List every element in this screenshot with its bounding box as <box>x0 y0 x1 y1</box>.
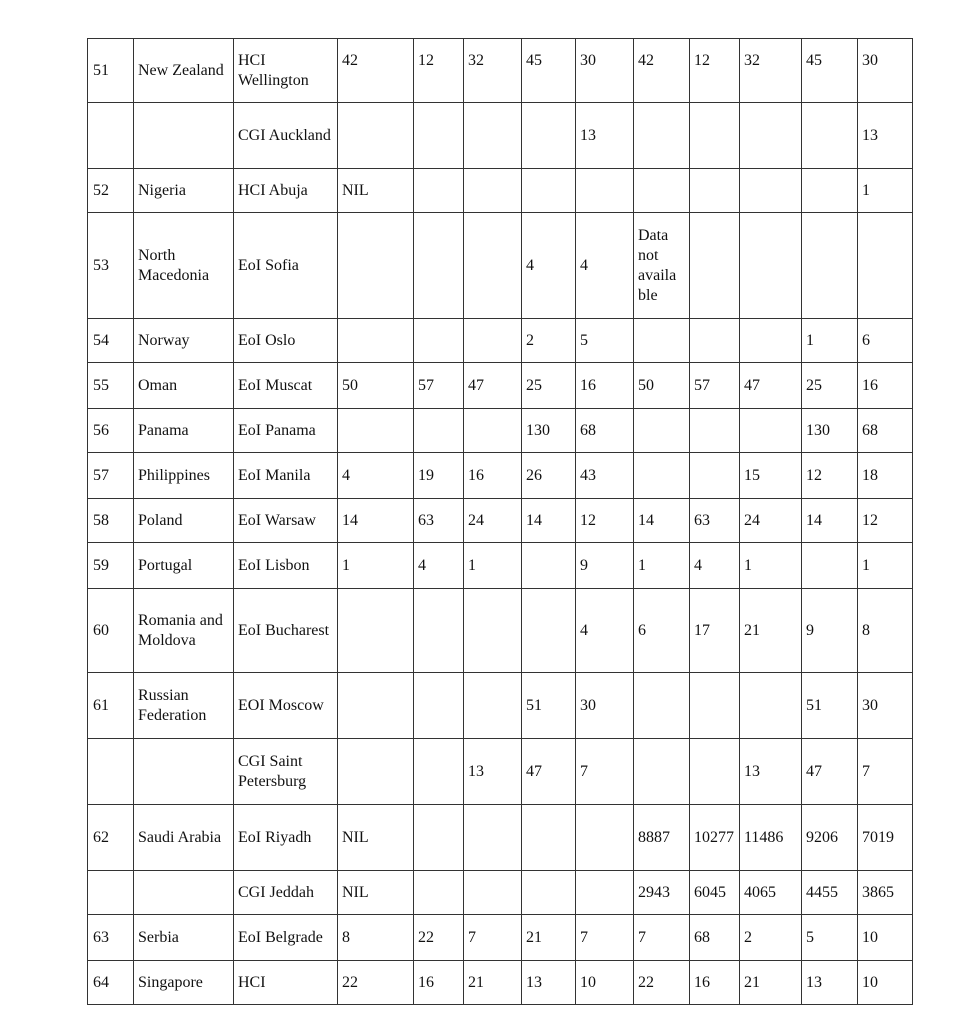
serial-number-cell: 63 <box>88 915 134 961</box>
value-cell: 22 <box>338 961 414 1005</box>
country-cell: North Macedonia <box>134 213 234 319</box>
value-cell <box>464 673 522 739</box>
serial-number-cell: 59 <box>88 543 134 589</box>
table-row <box>88 961 913 1005</box>
value-cell <box>522 871 576 915</box>
table-row <box>88 739 913 805</box>
value-cell: 30 <box>576 39 634 103</box>
value-cell <box>522 805 576 871</box>
value-cell: 21 <box>464 961 522 1005</box>
value-cell <box>690 453 740 499</box>
value-cell: 21 <box>740 589 802 673</box>
value-cell: 8887 <box>634 805 690 871</box>
value-cell <box>634 409 690 453</box>
value-cell: 7 <box>576 739 634 805</box>
country-cell <box>134 739 234 805</box>
value-cell <box>690 103 740 169</box>
mission-cell: EoI Belgrade <box>234 915 338 961</box>
value-cell <box>338 319 414 363</box>
serial-number-cell: 55 <box>88 363 134 409</box>
value-cell <box>414 673 464 739</box>
value-cell <box>414 589 464 673</box>
value-cell: 63 <box>690 499 740 543</box>
value-cell: 45 <box>802 39 858 103</box>
value-cell: 16 <box>464 453 522 499</box>
value-cell <box>414 103 464 169</box>
value-cell <box>522 169 576 213</box>
value-cell <box>576 871 634 915</box>
mission-cell: CGI Auckland <box>234 103 338 169</box>
value-cell: 13 <box>858 103 913 169</box>
value-cell <box>740 169 802 213</box>
value-cell: 30 <box>858 673 913 739</box>
value-cell <box>690 213 740 319</box>
value-cell: 16 <box>576 363 634 409</box>
value-cell: 30 <box>576 673 634 739</box>
value-cell: 1 <box>858 543 913 589</box>
value-cell <box>414 319 464 363</box>
value-cell: 4 <box>576 213 634 319</box>
serial-number-cell: 54 <box>88 319 134 363</box>
value-cell: 8 <box>338 915 414 961</box>
country-cell: Poland <box>134 499 234 543</box>
value-cell: 47 <box>522 739 576 805</box>
value-cell: 2943 <box>634 871 690 915</box>
value-cell: 13 <box>740 739 802 805</box>
mission-cell: EOI Moscow <box>234 673 338 739</box>
value-cell: 13 <box>464 739 522 805</box>
value-cell <box>522 103 576 169</box>
value-cell: 14 <box>802 499 858 543</box>
value-cell <box>414 871 464 915</box>
value-cell <box>464 589 522 673</box>
country-cell: New Zealand <box>134 39 234 103</box>
data-table <box>87 38 913 1005</box>
value-cell: 8 <box>858 589 913 673</box>
value-cell: 63 <box>414 499 464 543</box>
serial-number-cell: 52 <box>88 169 134 213</box>
mission-cell: HCI Abuja <box>234 169 338 213</box>
value-cell: 4 <box>414 543 464 589</box>
value-cell: 3865 <box>858 871 913 915</box>
mission-cell: CGI Jeddah <box>234 871 338 915</box>
country-cell: Serbia <box>134 915 234 961</box>
value-cell: 1 <box>634 543 690 589</box>
value-cell: 10277 <box>690 805 740 871</box>
value-cell: 9206 <box>802 805 858 871</box>
value-cell <box>464 805 522 871</box>
value-cell: 130 <box>802 409 858 453</box>
value-cell <box>690 739 740 805</box>
value-cell <box>740 319 802 363</box>
value-cell: NIL <box>338 871 414 915</box>
value-cell <box>802 213 858 319</box>
value-cell: 4 <box>690 543 740 589</box>
value-cell: 13 <box>802 961 858 1005</box>
value-cell <box>338 589 414 673</box>
value-cell: 130 <box>522 409 576 453</box>
value-cell: 10 <box>858 915 913 961</box>
value-cell: 21 <box>740 961 802 1005</box>
value-cell: 1 <box>858 169 913 213</box>
mission-cell: EoI Riyadh <box>234 805 338 871</box>
mission-cell: EoI Manila <box>234 453 338 499</box>
value-cell: 22 <box>414 915 464 961</box>
value-cell <box>464 871 522 915</box>
value-cell: 24 <box>464 499 522 543</box>
value-cell <box>740 409 802 453</box>
value-cell: 25 <box>522 363 576 409</box>
value-cell: 42 <box>338 39 414 103</box>
value-cell: 9 <box>576 543 634 589</box>
serial-number-cell: 61 <box>88 673 134 739</box>
value-cell: 30 <box>858 39 913 103</box>
value-cell: 4455 <box>802 871 858 915</box>
table-row <box>88 589 913 673</box>
value-cell <box>740 213 802 319</box>
value-cell: NIL <box>338 169 414 213</box>
value-cell: 47 <box>802 739 858 805</box>
value-cell: 19 <box>414 453 464 499</box>
country-cell: Saudi Arabia <box>134 805 234 871</box>
value-cell <box>634 169 690 213</box>
table-row <box>88 915 913 961</box>
value-cell: 21 <box>522 915 576 961</box>
value-cell: NIL <box>338 805 414 871</box>
value-cell: 5 <box>802 915 858 961</box>
value-cell <box>690 673 740 739</box>
value-cell: 6 <box>858 319 913 363</box>
value-cell <box>802 103 858 169</box>
table-row <box>88 805 913 871</box>
country-cell <box>134 103 234 169</box>
value-cell: 51 <box>802 673 858 739</box>
value-cell <box>464 103 522 169</box>
country-cell: Panama <box>134 409 234 453</box>
serial-number-cell: 56 <box>88 409 134 453</box>
serial-number-cell: 53 <box>88 213 134 319</box>
value-cell: 1 <box>802 319 858 363</box>
value-cell <box>338 673 414 739</box>
value-cell: 25 <box>802 363 858 409</box>
value-cell: 7 <box>634 915 690 961</box>
serial-number-cell <box>88 739 134 805</box>
country-cell: Romania and Moldova <box>134 589 234 673</box>
mission-cell: EoI Oslo <box>234 319 338 363</box>
value-cell <box>690 409 740 453</box>
value-cell <box>464 169 522 213</box>
table-row <box>88 499 913 543</box>
value-cell: 5 <box>576 319 634 363</box>
value-cell: 22 <box>634 961 690 1005</box>
table-row <box>88 543 913 589</box>
value-cell: 12 <box>802 453 858 499</box>
value-cell <box>464 319 522 363</box>
value-cell: 10 <box>858 961 913 1005</box>
value-cell: 12 <box>414 39 464 103</box>
value-cell: 57 <box>690 363 740 409</box>
value-cell <box>338 213 414 319</box>
table-row <box>88 103 913 169</box>
value-cell <box>522 543 576 589</box>
value-cell <box>522 589 576 673</box>
value-cell: 17 <box>690 589 740 673</box>
value-cell: 7 <box>858 739 913 805</box>
serial-number-cell: 64 <box>88 961 134 1005</box>
value-cell <box>802 169 858 213</box>
value-cell <box>634 453 690 499</box>
value-cell: 57 <box>414 363 464 409</box>
value-cell <box>414 805 464 871</box>
value-cell: 10 <box>576 961 634 1005</box>
value-cell: 4 <box>338 453 414 499</box>
value-cell <box>464 213 522 319</box>
table-row <box>88 409 913 453</box>
value-cell: 68 <box>576 409 634 453</box>
value-cell: 50 <box>634 363 690 409</box>
value-cell: 51 <box>522 673 576 739</box>
value-cell <box>858 213 913 319</box>
value-cell <box>338 739 414 805</box>
value-cell <box>634 673 690 739</box>
country-cell: Singapore <box>134 961 234 1005</box>
value-cell: 11486 <box>740 805 802 871</box>
value-cell: 14 <box>338 499 414 543</box>
mission-cell: CGI Saint Petersburg <box>234 739 338 805</box>
country-cell: Nigeria <box>134 169 234 213</box>
value-cell <box>414 169 464 213</box>
value-cell: 4 <box>576 589 634 673</box>
value-cell: 1 <box>338 543 414 589</box>
value-cell: 12 <box>858 499 913 543</box>
value-cell: 43 <box>576 453 634 499</box>
value-cell: Data not availa ble <box>634 213 690 319</box>
country-cell: Norway <box>134 319 234 363</box>
mission-cell: EoI Muscat <box>234 363 338 409</box>
value-cell: 16 <box>690 961 740 1005</box>
value-cell <box>802 543 858 589</box>
value-cell: 18 <box>858 453 913 499</box>
serial-number-cell: 57 <box>88 453 134 499</box>
value-cell: 32 <box>740 39 802 103</box>
value-cell <box>576 169 634 213</box>
serial-number-cell: 51 <box>88 39 134 103</box>
value-cell <box>690 169 740 213</box>
mission-cell: EoI Warsaw <box>234 499 338 543</box>
value-cell <box>634 103 690 169</box>
mission-cell: EoI Panama <box>234 409 338 453</box>
table-row <box>88 673 913 739</box>
value-cell: 26 <box>522 453 576 499</box>
mission-cell: HCI Wellington <box>234 39 338 103</box>
value-cell <box>690 319 740 363</box>
country-cell: Portugal <box>134 543 234 589</box>
value-cell: 16 <box>414 961 464 1005</box>
value-cell: 12 <box>690 39 740 103</box>
value-cell <box>634 739 690 805</box>
value-cell: 1 <box>740 543 802 589</box>
value-cell: 13 <box>522 961 576 1005</box>
serial-number-cell: 62 <box>88 805 134 871</box>
table-row <box>88 39 913 103</box>
mission-cell: EoI Lisbon <box>234 543 338 589</box>
country-cell <box>134 871 234 915</box>
value-cell: 6045 <box>690 871 740 915</box>
value-cell: 4 <box>522 213 576 319</box>
table-row <box>88 169 913 213</box>
table-row <box>88 213 913 319</box>
value-cell <box>338 103 414 169</box>
country-cell: Philippines <box>134 453 234 499</box>
value-cell <box>740 673 802 739</box>
value-cell: 24 <box>740 499 802 543</box>
serial-number-cell: 58 <box>88 499 134 543</box>
value-cell: 7 <box>464 915 522 961</box>
mission-cell: EoI Sofia <box>234 213 338 319</box>
value-cell: 50 <box>338 363 414 409</box>
value-cell: 14 <box>522 499 576 543</box>
value-cell <box>740 103 802 169</box>
value-cell <box>338 409 414 453</box>
value-cell: 68 <box>858 409 913 453</box>
value-cell: 32 <box>464 39 522 103</box>
value-cell: 7 <box>576 915 634 961</box>
value-cell <box>414 409 464 453</box>
value-cell: 1 <box>464 543 522 589</box>
value-cell: 47 <box>464 363 522 409</box>
value-cell: 45 <box>522 39 576 103</box>
serial-number-cell <box>88 103 134 169</box>
serial-number-cell: 60 <box>88 589 134 673</box>
value-cell: 6 <box>634 589 690 673</box>
serial-number-cell <box>88 871 134 915</box>
mission-cell: HCI <box>234 961 338 1005</box>
value-cell <box>634 319 690 363</box>
value-cell: 2 <box>522 319 576 363</box>
value-cell: 15 <box>740 453 802 499</box>
value-cell <box>414 213 464 319</box>
table-row <box>88 319 913 363</box>
value-cell: 9 <box>802 589 858 673</box>
value-cell: 14 <box>634 499 690 543</box>
table-row <box>88 363 913 409</box>
value-cell: 7019 <box>858 805 913 871</box>
mission-cell: EoI Bucharest <box>234 589 338 673</box>
value-cell <box>414 739 464 805</box>
value-cell: 68 <box>690 915 740 961</box>
country-cell: Russian Federation <box>134 673 234 739</box>
value-cell: 4065 <box>740 871 802 915</box>
value-cell: 42 <box>634 39 690 103</box>
value-cell <box>576 805 634 871</box>
value-cell: 12 <box>576 499 634 543</box>
value-cell: 13 <box>576 103 634 169</box>
table-row <box>88 871 913 915</box>
value-cell: 16 <box>858 363 913 409</box>
value-cell: 47 <box>740 363 802 409</box>
value-cell: 2 <box>740 915 802 961</box>
table-row <box>88 453 913 499</box>
country-cell: Oman <box>134 363 234 409</box>
value-cell <box>464 409 522 453</box>
